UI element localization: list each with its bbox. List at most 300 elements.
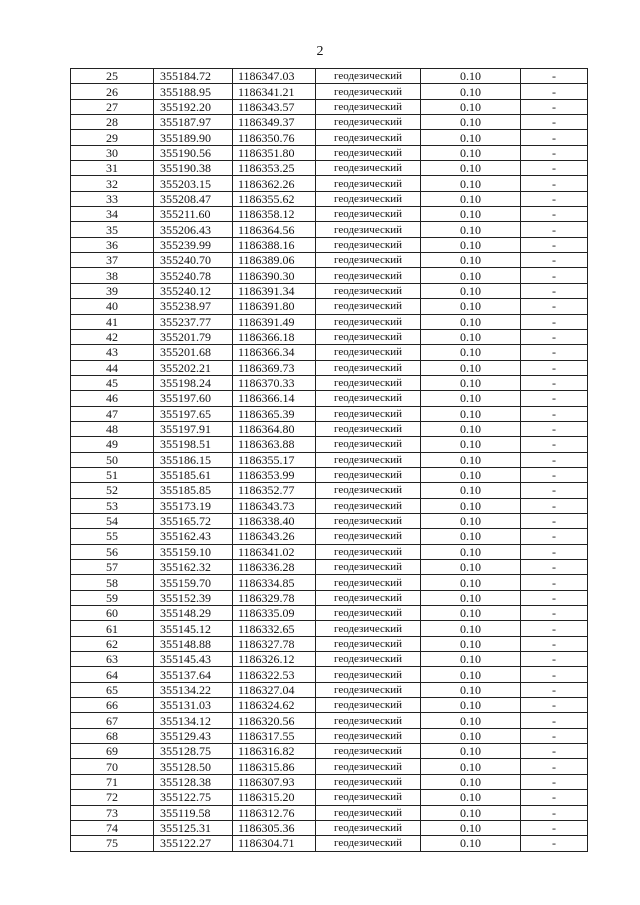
x-coordinate-cell: 355206.43 — [154, 222, 233, 237]
table-row — [71, 744, 588, 759]
x-coordinate-cell: 355190.38 — [154, 161, 233, 176]
y-coordinate-cell: 1186388.16 — [233, 237, 316, 252]
note-cell: - — [521, 375, 588, 390]
method-cell: геодезический — [316, 345, 421, 360]
x-coordinate-cell: 355189.90 — [154, 130, 233, 145]
accuracy-cell: 0.10 — [421, 529, 521, 544]
y-coordinate-cell: 1186364.56 — [233, 222, 316, 237]
method-cell: геодезический — [316, 191, 421, 206]
method-cell: геодезический — [316, 698, 421, 713]
accuracy-cell: 0.10 — [421, 820, 521, 835]
point-number-cell: 65 — [71, 682, 154, 697]
x-coordinate-cell: 355201.79 — [154, 329, 233, 344]
accuracy-cell: 0.10 — [421, 375, 521, 390]
x-coordinate-cell: 355187.97 — [154, 115, 233, 130]
x-coordinate-cell: 355202.21 — [154, 360, 233, 375]
point-number-cell: 54 — [71, 513, 154, 528]
x-coordinate-cell: 355198.51 — [154, 437, 233, 452]
note-cell: - — [521, 774, 588, 789]
y-coordinate-cell: 1186390.30 — [233, 268, 316, 283]
accuracy-cell: 0.10 — [421, 575, 521, 590]
point-number-cell: 42 — [71, 329, 154, 344]
accuracy-cell: 0.10 — [421, 314, 521, 329]
x-coordinate-cell: 355197.65 — [154, 406, 233, 421]
x-coordinate-cell: 355128.38 — [154, 774, 233, 789]
method-cell: геодезический — [316, 161, 421, 176]
table-row — [71, 421, 588, 436]
x-coordinate-cell: 355173.19 — [154, 498, 233, 513]
table-row — [71, 207, 588, 222]
method-cell: геодезический — [316, 483, 421, 498]
accuracy-cell: 0.10 — [421, 728, 521, 743]
y-coordinate-cell: 1186355.17 — [233, 452, 316, 467]
method-cell: геодезический — [316, 452, 421, 467]
point-number-cell: 73 — [71, 805, 154, 820]
method-cell: геодезический — [316, 774, 421, 789]
method-cell: геодезический — [316, 575, 421, 590]
y-coordinate-cell: 1186305.36 — [233, 820, 316, 835]
note-cell: - — [521, 253, 588, 268]
method-cell: геодезический — [316, 145, 421, 160]
table-row — [71, 99, 588, 114]
point-number-cell: 26 — [71, 84, 154, 99]
y-coordinate-cell: 1186341.02 — [233, 544, 316, 559]
table-row — [71, 406, 588, 421]
accuracy-cell: 0.10 — [421, 222, 521, 237]
x-coordinate-cell: 355119.58 — [154, 805, 233, 820]
method-cell: геодезический — [316, 636, 421, 651]
method-cell: геодезический — [316, 790, 421, 805]
accuracy-cell: 0.10 — [421, 836, 521, 851]
note-cell: - — [521, 314, 588, 329]
note-cell: - — [521, 820, 588, 835]
x-coordinate-cell: 355197.60 — [154, 391, 233, 406]
y-coordinate-cell: 1186317.55 — [233, 728, 316, 743]
accuracy-cell: 0.10 — [421, 636, 521, 651]
method-cell: геодезический — [316, 421, 421, 436]
point-number-cell: 36 — [71, 237, 154, 252]
y-coordinate-cell: 1186338.40 — [233, 513, 316, 528]
y-coordinate-cell: 1186343.73 — [233, 498, 316, 513]
note-cell: - — [521, 452, 588, 467]
point-number-cell: 70 — [71, 759, 154, 774]
x-coordinate-cell: 355190.56 — [154, 145, 233, 160]
y-coordinate-cell: 1186362.26 — [233, 176, 316, 191]
accuracy-cell: 0.10 — [421, 115, 521, 130]
note-cell: - — [521, 667, 588, 682]
note-cell: - — [521, 467, 588, 482]
accuracy-cell: 0.10 — [421, 207, 521, 222]
x-coordinate-cell: 355239.99 — [154, 237, 233, 252]
table-row — [71, 621, 588, 636]
accuracy-cell: 0.10 — [421, 283, 521, 298]
page-number: 2 — [316, 44, 324, 59]
accuracy-cell: 0.10 — [421, 145, 521, 160]
method-cell: геодезический — [316, 268, 421, 283]
method-cell: геодезический — [316, 283, 421, 298]
y-coordinate-cell: 1186315.86 — [233, 759, 316, 774]
point-number-cell: 63 — [71, 652, 154, 667]
note-cell: - — [521, 222, 588, 237]
point-number-cell: 39 — [71, 283, 154, 298]
y-coordinate-cell: 1186304.71 — [233, 836, 316, 851]
note-cell: - — [521, 544, 588, 559]
table-row — [71, 437, 588, 452]
note-cell: - — [521, 360, 588, 375]
y-coordinate-cell: 1186353.25 — [233, 161, 316, 176]
y-coordinate-cell: 1186353.99 — [233, 467, 316, 482]
method-cell: геодезический — [316, 115, 421, 130]
method-cell: геодезический — [316, 360, 421, 375]
point-number-cell: 32 — [71, 176, 154, 191]
table-row — [71, 130, 588, 145]
y-coordinate-cell: 1186370.33 — [233, 375, 316, 390]
point-number-cell: 30 — [71, 145, 154, 160]
coordinates-table — [70, 68, 588, 852]
x-coordinate-cell: 355211.60 — [154, 207, 233, 222]
point-number-cell: 60 — [71, 606, 154, 621]
point-number-cell: 67 — [71, 713, 154, 728]
x-coordinate-cell: 355201.68 — [154, 345, 233, 360]
table-row — [71, 590, 588, 605]
note-cell: - — [521, 268, 588, 283]
table-row — [71, 606, 588, 621]
table-row — [71, 176, 588, 191]
point-number-cell: 68 — [71, 728, 154, 743]
note-cell: - — [521, 513, 588, 528]
note-cell: - — [521, 191, 588, 206]
note-cell: - — [521, 483, 588, 498]
note-cell: - — [521, 329, 588, 344]
method-cell: геодезический — [316, 560, 421, 575]
method-cell: геодезический — [316, 237, 421, 252]
method-cell: геодезический — [316, 759, 421, 774]
method-cell: геодезический — [316, 176, 421, 191]
table-row — [71, 560, 588, 575]
note-cell: - — [521, 145, 588, 160]
accuracy-cell: 0.10 — [421, 544, 521, 559]
accuracy-cell: 0.10 — [421, 84, 521, 99]
method-cell: геодезический — [316, 682, 421, 697]
note-cell: - — [521, 728, 588, 743]
note-cell: - — [521, 345, 588, 360]
y-coordinate-cell: 1186391.34 — [233, 283, 316, 298]
y-coordinate-cell: 1186366.14 — [233, 391, 316, 406]
point-number-cell: 48 — [71, 421, 154, 436]
note-cell: - — [521, 682, 588, 697]
accuracy-cell: 0.10 — [421, 667, 521, 682]
table-row — [71, 375, 588, 390]
table-row — [71, 283, 588, 298]
note-cell: - — [521, 237, 588, 252]
note-cell: - — [521, 421, 588, 436]
x-coordinate-cell: 355152.39 — [154, 590, 233, 605]
accuracy-cell: 0.10 — [421, 99, 521, 114]
note-cell: - — [521, 621, 588, 636]
accuracy-cell: 0.10 — [421, 69, 521, 84]
table-row — [71, 698, 588, 713]
accuracy-cell: 0.10 — [421, 698, 521, 713]
point-number-cell: 50 — [71, 452, 154, 467]
x-coordinate-cell: 355128.50 — [154, 759, 233, 774]
point-number-cell: 44 — [71, 360, 154, 375]
point-number-cell: 33 — [71, 191, 154, 206]
table-row — [71, 391, 588, 406]
point-number-cell: 71 — [71, 774, 154, 789]
point-number-cell: 75 — [71, 836, 154, 851]
note-cell: - — [521, 790, 588, 805]
y-coordinate-cell: 1186391.80 — [233, 299, 316, 314]
y-coordinate-cell: 1186322.53 — [233, 667, 316, 682]
x-coordinate-cell: 355137.64 — [154, 667, 233, 682]
y-coordinate-cell: 1186320.56 — [233, 713, 316, 728]
x-coordinate-cell: 355148.88 — [154, 636, 233, 651]
x-coordinate-cell: 355185.61 — [154, 467, 233, 482]
point-number-cell: 52 — [71, 483, 154, 498]
y-coordinate-cell: 1186391.49 — [233, 314, 316, 329]
table-row — [71, 145, 588, 160]
table-row — [71, 529, 588, 544]
note-cell: - — [521, 437, 588, 452]
y-coordinate-cell: 1186351.80 — [233, 145, 316, 160]
point-number-cell: 38 — [71, 268, 154, 283]
accuracy-cell: 0.10 — [421, 345, 521, 360]
note-cell: - — [521, 590, 588, 605]
accuracy-cell: 0.10 — [421, 237, 521, 252]
method-cell: геодезический — [316, 329, 421, 344]
x-coordinate-cell: 355186.15 — [154, 452, 233, 467]
accuracy-cell: 0.10 — [421, 513, 521, 528]
table-row — [71, 345, 588, 360]
note-cell: - — [521, 836, 588, 851]
table-row — [71, 728, 588, 743]
table-row — [71, 69, 588, 84]
point-number-cell: 64 — [71, 667, 154, 682]
y-coordinate-cell: 1186369.73 — [233, 360, 316, 375]
x-coordinate-cell: 355203.15 — [154, 176, 233, 191]
accuracy-cell: 0.10 — [421, 590, 521, 605]
table-row — [71, 299, 588, 314]
y-coordinate-cell: 1186347.03 — [233, 69, 316, 84]
y-coordinate-cell: 1186334.85 — [233, 575, 316, 590]
y-coordinate-cell: 1186350.76 — [233, 130, 316, 145]
accuracy-cell: 0.10 — [421, 498, 521, 513]
method-cell: геодезический — [316, 820, 421, 835]
point-number-cell: 31 — [71, 161, 154, 176]
x-coordinate-cell: 355162.32 — [154, 560, 233, 575]
method-cell: геодезический — [316, 728, 421, 743]
point-number-cell: 35 — [71, 222, 154, 237]
y-coordinate-cell: 1186365.39 — [233, 406, 316, 421]
point-number-cell: 66 — [71, 698, 154, 713]
x-coordinate-cell: 355197.91 — [154, 421, 233, 436]
table-row — [71, 790, 588, 805]
table-row — [71, 759, 588, 774]
note-cell: - — [521, 207, 588, 222]
x-coordinate-cell: 355134.12 — [154, 713, 233, 728]
method-cell: геодезический — [316, 805, 421, 820]
y-coordinate-cell: 1186352.77 — [233, 483, 316, 498]
note-cell: - — [521, 69, 588, 84]
table-row — [71, 498, 588, 513]
point-number-cell: 43 — [71, 345, 154, 360]
accuracy-cell: 0.10 — [421, 452, 521, 467]
coordinates-table-body — [71, 69, 588, 852]
method-cell: геодезический — [316, 513, 421, 528]
accuracy-cell: 0.10 — [421, 790, 521, 805]
note-cell: - — [521, 606, 588, 621]
table-row — [71, 544, 588, 559]
y-coordinate-cell: 1186326.12 — [233, 652, 316, 667]
table-row — [71, 805, 588, 820]
point-number-cell: 29 — [71, 130, 154, 145]
point-number-cell: 25 — [71, 69, 154, 84]
accuracy-cell: 0.10 — [421, 744, 521, 759]
accuracy-cell: 0.10 — [421, 391, 521, 406]
x-coordinate-cell: 355188.95 — [154, 84, 233, 99]
table-row — [71, 222, 588, 237]
method-cell: геодезический — [316, 606, 421, 621]
x-coordinate-cell: 355131.03 — [154, 698, 233, 713]
table-row — [71, 84, 588, 99]
note-cell: - — [521, 161, 588, 176]
y-coordinate-cell: 1186327.04 — [233, 682, 316, 697]
x-coordinate-cell: 355159.10 — [154, 544, 233, 559]
table-row — [71, 682, 588, 697]
point-number-cell: 56 — [71, 544, 154, 559]
accuracy-cell: 0.10 — [421, 268, 521, 283]
point-number-cell: 74 — [71, 820, 154, 835]
method-cell: геодезический — [316, 744, 421, 759]
y-coordinate-cell: 1186312.76 — [233, 805, 316, 820]
accuracy-cell: 0.10 — [421, 130, 521, 145]
note-cell: - — [521, 713, 588, 728]
accuracy-cell: 0.10 — [421, 253, 521, 268]
method-cell: геодезический — [316, 207, 421, 222]
x-coordinate-cell: 355240.70 — [154, 253, 233, 268]
method-cell: геодезический — [316, 667, 421, 682]
y-coordinate-cell: 1186343.26 — [233, 529, 316, 544]
table-row — [71, 713, 588, 728]
point-number-cell: 69 — [71, 744, 154, 759]
x-coordinate-cell: 355208.47 — [154, 191, 233, 206]
note-cell: - — [521, 176, 588, 191]
accuracy-cell: 0.10 — [421, 805, 521, 820]
x-coordinate-cell: 355185.85 — [154, 483, 233, 498]
x-coordinate-cell: 355238.97 — [154, 299, 233, 314]
accuracy-cell: 0.10 — [421, 682, 521, 697]
note-cell: - — [521, 805, 588, 820]
y-coordinate-cell: 1186349.37 — [233, 115, 316, 130]
note-cell: - — [521, 698, 588, 713]
point-number-cell: 61 — [71, 621, 154, 636]
x-coordinate-cell: 355145.43 — [154, 652, 233, 667]
accuracy-cell: 0.10 — [421, 713, 521, 728]
table-row — [71, 652, 588, 667]
point-number-cell: 28 — [71, 115, 154, 130]
y-coordinate-cell: 1186335.09 — [233, 606, 316, 621]
table-row — [71, 268, 588, 283]
accuracy-cell: 0.10 — [421, 483, 521, 498]
note-cell: - — [521, 560, 588, 575]
accuracy-cell: 0.10 — [421, 329, 521, 344]
method-cell: геодезический — [316, 590, 421, 605]
note-cell: - — [521, 575, 588, 590]
table-row — [71, 575, 588, 590]
note-cell: - — [521, 636, 588, 651]
y-coordinate-cell: 1186358.12 — [233, 207, 316, 222]
x-coordinate-cell: 355122.75 — [154, 790, 233, 805]
method-cell: геодезический — [316, 299, 421, 314]
y-coordinate-cell: 1186389.06 — [233, 253, 316, 268]
y-coordinate-cell: 1186343.57 — [233, 99, 316, 114]
method-cell: геодезический — [316, 253, 421, 268]
point-number-cell: 62 — [71, 636, 154, 651]
method-cell: геодезический — [316, 652, 421, 667]
point-number-cell: 59 — [71, 590, 154, 605]
point-number-cell: 27 — [71, 99, 154, 114]
method-cell: геодезический — [316, 69, 421, 84]
point-number-cell: 72 — [71, 790, 154, 805]
accuracy-cell: 0.10 — [421, 774, 521, 789]
accuracy-cell: 0.10 — [421, 299, 521, 314]
method-cell: геодезический — [316, 130, 421, 145]
accuracy-cell: 0.10 — [421, 759, 521, 774]
table-row — [71, 329, 588, 344]
accuracy-cell: 0.10 — [421, 621, 521, 636]
x-coordinate-cell: 355134.22 — [154, 682, 233, 697]
x-coordinate-cell: 355159.70 — [154, 575, 233, 590]
y-coordinate-cell: 1186332.65 — [233, 621, 316, 636]
table-row — [71, 636, 588, 651]
accuracy-cell: 0.10 — [421, 606, 521, 621]
method-cell: геодезический — [316, 84, 421, 99]
point-number-cell: 45 — [71, 375, 154, 390]
y-coordinate-cell: 1186316.82 — [233, 744, 316, 759]
accuracy-cell: 0.10 — [421, 437, 521, 452]
method-cell: геодезический — [316, 391, 421, 406]
table-row — [71, 191, 588, 206]
note-cell: - — [521, 391, 588, 406]
method-cell: геодезический — [316, 529, 421, 544]
method-cell: геодезический — [316, 836, 421, 851]
x-coordinate-cell: 355240.78 — [154, 268, 233, 283]
method-cell: геодезический — [316, 467, 421, 482]
x-coordinate-cell: 355148.29 — [154, 606, 233, 621]
note-cell: - — [521, 652, 588, 667]
y-coordinate-cell: 1186307.93 — [233, 774, 316, 789]
x-coordinate-cell: 355165.72 — [154, 513, 233, 528]
point-number-cell: 47 — [71, 406, 154, 421]
note-cell: - — [521, 283, 588, 298]
method-cell: геодезический — [316, 375, 421, 390]
table-row — [71, 314, 588, 329]
point-number-cell: 46 — [71, 391, 154, 406]
y-coordinate-cell: 1186315.20 — [233, 790, 316, 805]
y-coordinate-cell: 1186366.18 — [233, 329, 316, 344]
note-cell: - — [521, 529, 588, 544]
x-coordinate-cell: 355240.12 — [154, 283, 233, 298]
note-cell: - — [521, 99, 588, 114]
table-row — [71, 774, 588, 789]
x-coordinate-cell: 355129.43 — [154, 728, 233, 743]
x-coordinate-cell: 355184.72 — [154, 69, 233, 84]
x-coordinate-cell: 355237.77 — [154, 314, 233, 329]
point-number-cell: 58 — [71, 575, 154, 590]
table-row — [71, 161, 588, 176]
y-coordinate-cell: 1186363.88 — [233, 437, 316, 452]
note-cell: - — [521, 299, 588, 314]
